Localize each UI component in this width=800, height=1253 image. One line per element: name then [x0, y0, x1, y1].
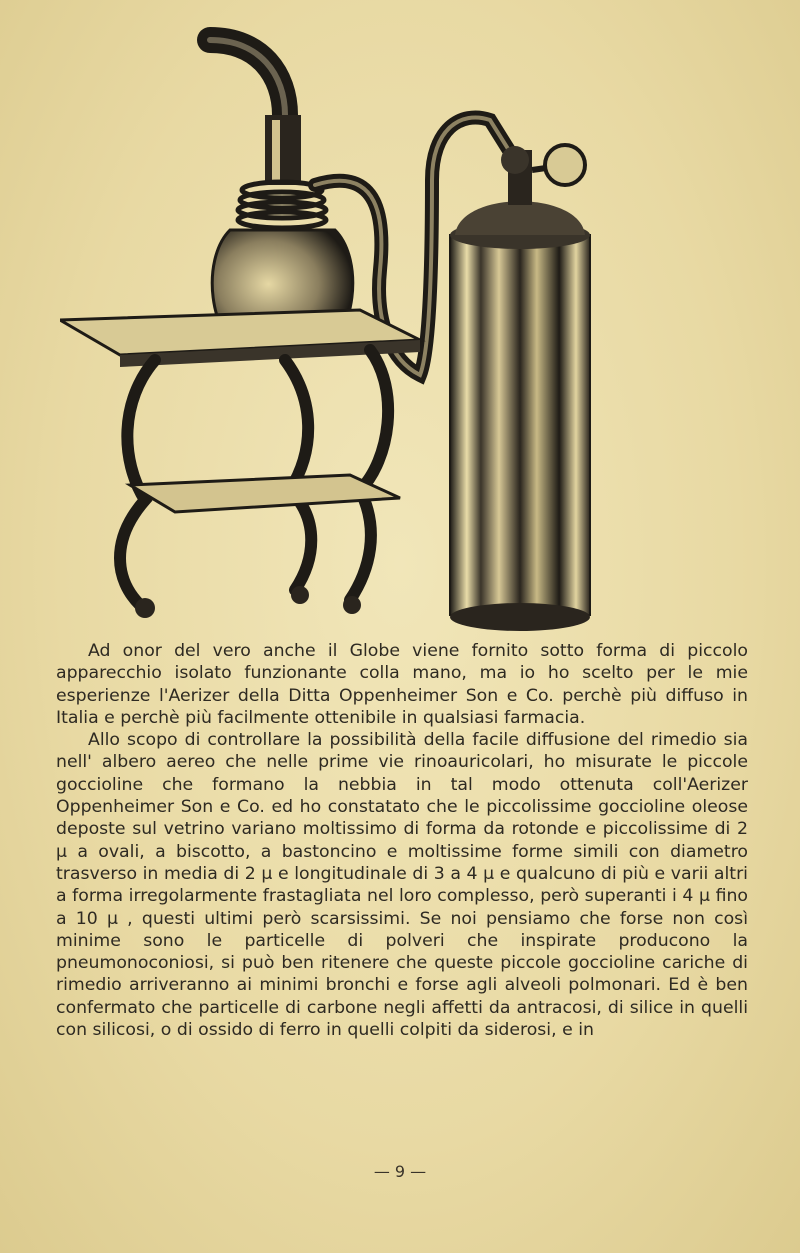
paragraph: Allo scopo di controllare la possibilità della facile diffusione del rimedio sia nell' albero aereo che nelle prime vie rinoauricolari, ho misurate le piccole goccioline che formano la nebbia in tal modo ottenuta coll'Aerizer Oppenheimer Son e Co. ed ho constatato che le piccolissime goccioline oleose deposte sul vetrino variano moltissimo di forma da rotonde e piccolissime di 2 μ a ovali, a biscotto, a bastoncino e moltissime forme simili con diametro trasverso in media di 2 μ e longitudinale di 3 a 4 μ e qualcuno di più e varii altri a forma irregolarmente frastagliata nel loro complesso, però superanti i 4 μ fino a 10 μ , questi ultimi però scarsissimi. Se noi pensiamo che forse non così minime sono le particelle di polveri che inspirate producono la pneumonoconiosi, si può ben ritenere che queste piccole goccioline cariche di rimedio arriveranno ai minimi bronchi e forse agli alveoli polmonari. Ed è ben confermato che particelle di carbone negli affetti da antracosi, di silice in quelli con silicosi, o di ossido di ferro in quelli colpiti da siderosi, e in	[56, 730, 748, 1041]
page-number: — 9 —	[373, 1162, 427, 1181]
aerizer-apparatus-illustration	[60, 20, 620, 640]
body-text	[56, 640, 748, 1041]
paragraph: Ad onor del vero anche il Globe viene fornito sotto forma di piccolo apparecchio isolato funzionante colla mano, ma io ho scelto per le mie esperienze l'Aerizer della Ditta Oppenheimer Son e Co. perchè più diffuso in Italia e perchè più facilmente ottenibile in qualsiasi farmacia.	[56, 641, 748, 728]
